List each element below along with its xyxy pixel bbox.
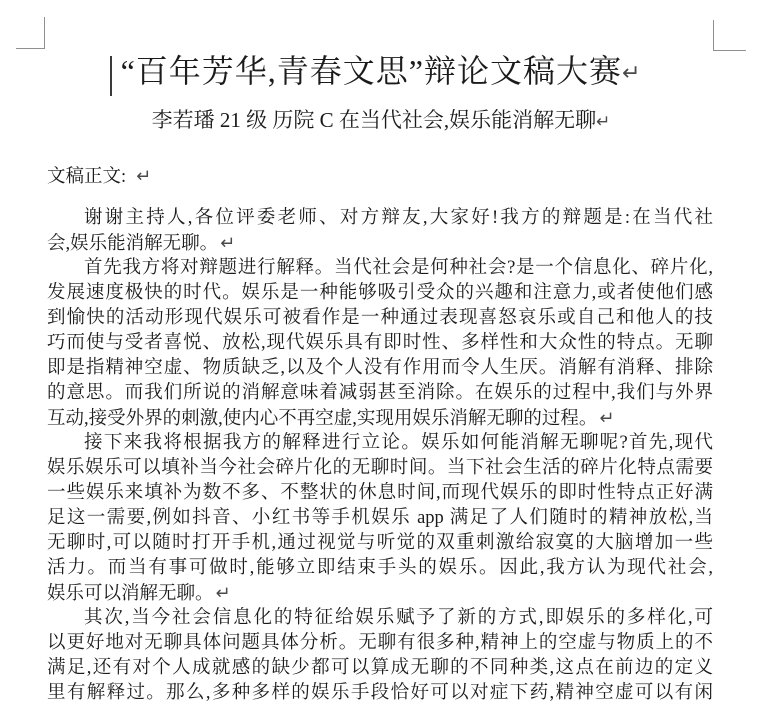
paragraph-mark-icon: ↵ [596, 112, 611, 132]
paragraph-mark-icon: ↵ [215, 583, 231, 604]
text-line[interactable] [47, 681, 713, 706]
text-line-content: 巧而使与受者喜悦、放松,现代娱乐具有即时性、多样性和大众性的特点。无聊 [47, 333, 713, 353]
text-line[interactable] [47, 256, 713, 281]
document-subtitle[interactable] [0, 104, 762, 138]
text-line[interactable] [47, 406, 713, 431]
text-line[interactable] [47, 606, 713, 631]
paragraph-mark-icon: ↵ [621, 61, 642, 86]
text-line[interactable] [47, 531, 713, 556]
document-title-text: “百年芳华,青春文思”辩论文稿大赛 [120, 53, 622, 89]
text-line[interactable] [47, 331, 713, 356]
text-line-content: 互动,接受外界的刺激,使内心不再空虚,实现用娱乐消解无聊的过程。 [47, 409, 598, 429]
text-line-content: 即是指精神空虚、物质缺乏,以及个人没有作用而令人生厌。消解有消释、排除 [47, 358, 713, 378]
text-line-content: 活力。而当有事可做时,能够立即结束手头的娱乐。因此,我方认为现代社会, [47, 558, 713, 578]
body-text[interactable] [47, 206, 713, 706]
text-line-content: 以更好地对无聊具体问题具体分析。无聊有很多种,精神上的空虚与物质上的不 [47, 633, 713, 653]
text-line[interactable] [47, 631, 713, 656]
text-line-content: 娱乐可以消解无聊。 [47, 584, 214, 604]
text-line[interactable] [47, 231, 713, 256]
text-line-content: 足这一需要,例如抖音、小红书等手机娱乐 app 满足了人们随时的精神放松,当 [47, 508, 713, 528]
text-line[interactable] [47, 481, 713, 506]
paragraph-mark-icon: ↵ [220, 233, 236, 254]
text-line-content: 娱乐娱乐可以填补当今社会碎片化的无聊时间。当下社会生活的碎片化特点需要 [47, 458, 713, 478]
section-heading[interactable] [47, 164, 151, 190]
text-line[interactable] [47, 506, 713, 531]
text-line[interactable] [47, 656, 713, 681]
text-line[interactable] [47, 306, 713, 331]
text-line-content: 里有解释过。那么,多种多样的娱乐手段恰好可以对症下药,精神空虚可以有闲 [47, 683, 713, 703]
text-line-content: 接下来我将根据我方的解释进行立论。娱乐如何能消解无聊呢?首先,现代 [84, 433, 713, 453]
text-line[interactable] [47, 206, 713, 231]
text-line-content: 发展速度极快的时代。娱乐是一种能够吸引受众的兴趣和注意力,或者使他们感 [47, 283, 713, 303]
text-line[interactable] [47, 356, 713, 381]
text-line[interactable] [47, 581, 713, 606]
text-line[interactable] [47, 456, 713, 481]
text-line[interactable] [47, 556, 713, 581]
section-heading-text: 文稿正文: [47, 167, 127, 187]
text-line-content: 其次,当今社会信息化的特征给娱乐赋予了新的方式,即娱乐的多样化,可 [84, 608, 713, 628]
document-title[interactable] [0, 48, 762, 97]
margin-crop-mark-top-left-icon [16, 17, 45, 49]
text-line-content: 首先我方将对辩题进行解释。当代社会是何种社会?是一个信息化、碎片化, [84, 258, 713, 278]
text-line[interactable] [47, 431, 713, 456]
text-line[interactable] [47, 381, 713, 406]
margin-crop-mark-top-right-icon [713, 20, 746, 51]
text-line-content: 谢谢主持人,各位评委老师、对方辩友,大家好!我方的辩题是:在当代社 [84, 208, 713, 228]
text-line[interactable] [47, 281, 713, 306]
document-subtitle-text: 李若璠 21 级 历院 C 在当代社会,娱乐能消解无聊 [151, 108, 597, 132]
paragraph-mark-icon: ↵ [599, 408, 615, 429]
text-line-content: 一些娱乐来填补为数不多、不整状的休息时间,而现代娱乐的即时性特点正好满 [47, 483, 713, 503]
paragraph-mark-icon: ↵ [136, 166, 152, 187]
text-line-content: 满足,还有对个人成就感的缺少都可以算成无聊的不同种类,这点在前边的定义 [47, 658, 713, 678]
text-line-content: 到愉快的活动形现代娱乐可被看作是一种通过表现喜怒哀乐或自己和他人的技 [47, 308, 713, 328]
text-line-content: 无聊时,可以随时打开手机,通过视觉与听觉的双重刺激给寂寞的大脑增加一些 [47, 533, 713, 553]
text-line-content: 会,娱乐能消解无聊。 [47, 234, 219, 254]
text-line-content: 的意思。而我们所说的消解意味着减弱甚至消除。在娱乐的过程中,我们与外界 [47, 383, 713, 403]
